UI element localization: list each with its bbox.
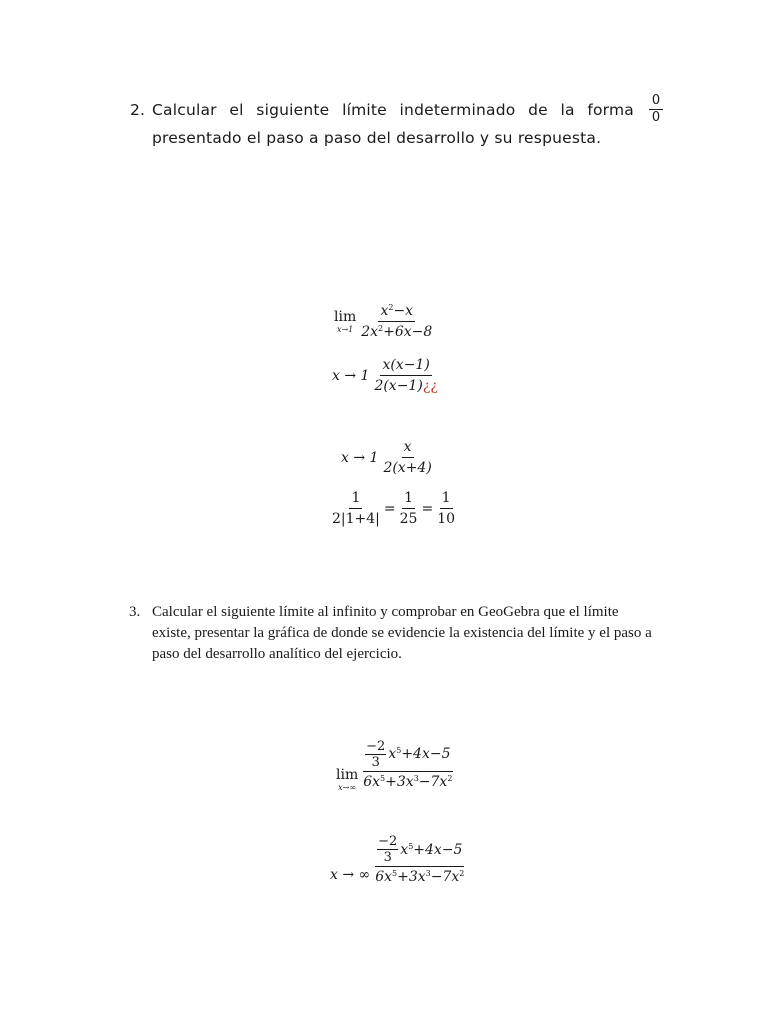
result-fraction-3: $\frac{1}{10}$ [437,490,456,527]
word: la [560,101,575,119]
word: siguiente [256,101,330,119]
factored-step [332,356,440,395]
word: el [229,101,244,119]
limit-fraction: $\frac{-2}{3}$ $x^5+4x-5$ $6x^5+3x^3-7x^2$ [363,738,453,790]
result-equation: $\frac{1}{2|1+4|}$ = $\frac{1}{25}$ = $\frac{1}{10}$ [332,490,456,527]
step-prefix: x → ∞ [330,867,371,883]
problem-3-text [152,602,652,665]
coefficient-fraction: $\frac{-2}{3}$ [366,738,386,770]
limit-fraction: $\frac{x^2-x}{2x^2+6x-8}$ [361,303,433,340]
limit-expression-2 [334,302,434,341]
infinity-fraction: $\frac{-2}{3}$ $x^5+4x-5$ $6x^5+3x^3-7x^2$ [375,834,465,885]
problem-2-line-2: presentado el paso a paso del desarrollo y su respuesta. [152,129,602,147]
indeterminate-form-fraction [649,92,663,126]
form-numerator: 0 [649,92,663,110]
form-denominator: 0 [651,110,661,125]
result-fraction-1: $\frac{1}{2|1+4|}$ [332,490,380,527]
result-fraction-2: $\frac{1}{25}$ [399,490,418,527]
simplified-step [341,438,434,477]
problem-2-number: 2. [130,101,146,119]
step-prefix: x → 1 [341,449,379,466]
simplified-fraction: $\frac{x}{2(x+4)}$ [383,439,432,476]
limit-operator: lim x→∞ [336,767,359,792]
word: Calcular [152,101,217,119]
limit-operator: lim x→1 [334,309,357,334]
problem-3-line: Calcular el siguiente límite al infinito y comprobar en GeoGebra que el límite [152,604,619,620]
word: forma [587,101,634,119]
word: límite [342,101,387,119]
problem-3-line: existe, presentar la gráfica de donde se evidencie la existencia del límite y el paso a [152,625,652,641]
problem-3-line: paso del desarrollo analítico del ejercicio. [152,646,402,662]
step-prefix: x → 1 [332,367,370,384]
problem-3-number: 3. [129,604,141,620]
infinity-step [330,834,466,886]
limit-expression-3 [336,737,454,792]
error-marks: ¿¿ [422,378,438,394]
word: indeterminado [399,101,516,119]
word: de [528,101,548,119]
coefficient-fraction: $\frac{-2}{3}$ [378,834,398,865]
problem-2-line-1 [152,101,634,119]
factored-fraction: $\frac{x(x-1)}{2(x-1)¿¿}$ [374,357,438,394]
